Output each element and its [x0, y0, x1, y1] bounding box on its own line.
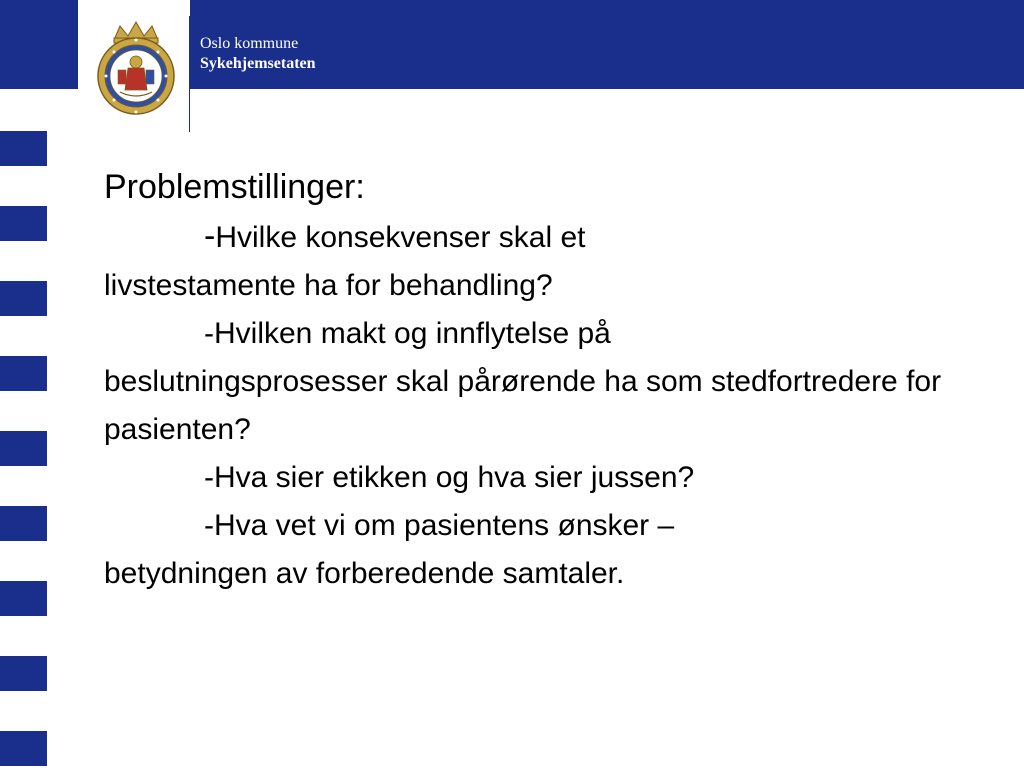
- slide-body: [104, 162, 944, 598]
- side-square: [0, 356, 47, 391]
- bullet-item: [104, 310, 944, 454]
- bullet-dash: -: [204, 461, 214, 494]
- side-square: [0, 431, 47, 466]
- bullet-item: [104, 502, 944, 598]
- bullet-item: [104, 454, 944, 502]
- side-square: [0, 506, 47, 541]
- side-square: [0, 656, 47, 691]
- bullet-dash: -: [204, 217, 216, 255]
- side-square: [0, 131, 47, 166]
- side-square: [0, 206, 47, 241]
- bullet-dash: -: [204, 509, 214, 542]
- header-divider: [189, 16, 190, 132]
- side-square: [0, 281, 47, 316]
- bullet-text-first: Hva vet vi om pasientens ønsker –: [214, 509, 675, 542]
- bullet-text-rest: beslutningsprosesser skal pårørende ha som stedfortredere for pasienten?: [104, 365, 942, 446]
- side-square: [0, 731, 47, 766]
- org-name: Oslo kommune: [200, 35, 299, 52]
- side-decoration: [0, 131, 47, 768]
- bullet-item: [104, 212, 944, 310]
- bullet-text-rest: betydningen av forberedende samtaler.: [104, 557, 625, 590]
- slide-heading: Problemstillinger:: [104, 168, 365, 206]
- organisation-name: [200, 34, 316, 74]
- bullet-text-first: Hvilken makt og innflytelse på: [214, 317, 611, 350]
- bullet-text-first: Hva sier etikken og hva sier jussen?: [214, 461, 695, 494]
- org-unit: Sykehjemsetaten: [200, 55, 316, 72]
- oslo-seal-logo: [94, 18, 178, 120]
- bullet-dash: -: [204, 317, 214, 350]
- bullet-text-first: Hvilke konsekvenser skal et: [215, 221, 586, 254]
- side-square: [0, 581, 47, 616]
- bullet-text-rest: livstestamente ha for behandling?: [104, 269, 553, 302]
